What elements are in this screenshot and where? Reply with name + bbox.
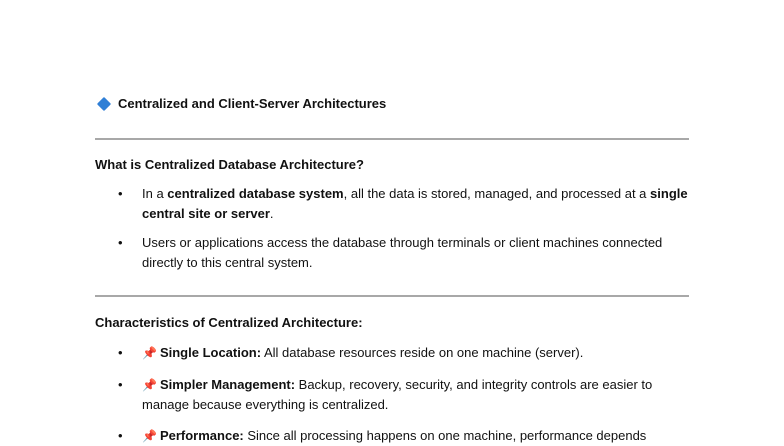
bullet-marker: • — [118, 377, 123, 392]
subheading-characteristics: Characteristics of Centralized Architecture: — [95, 315, 363, 330]
horizontal-divider — [95, 295, 689, 297]
list-item — [142, 184, 690, 224]
horizontal-divider — [95, 138, 689, 140]
bullet-marker: • — [118, 345, 123, 360]
list-item: Users or applications access the database through terminals or client machines connected directly to this central system. — [142, 235, 663, 270]
pushpin-icon: 📌 — [142, 378, 157, 392]
text-run: All database resources reside on one machine (server). — [261, 345, 584, 360]
bullet-marker: • — [118, 235, 123, 250]
bullet-marker: • — [118, 186, 123, 201]
text-run: In a — [142, 186, 168, 201]
text-run: Since all processing happens on one machine, performance depends — [243, 428, 647, 443]
blue-diamond-icon — [97, 96, 111, 110]
text-run: Backup, recovery, security, and integrity controls are easier to manage because everything is centralized. — [142, 377, 653, 412]
list-item — [142, 426, 690, 446]
bold-text: single central site or server — [142, 186, 688, 221]
bold-term: Single Location: — [159, 345, 262, 360]
pushpin-icon: 📌 — [142, 429, 157, 443]
subheading-what-is: What is Centralized Database Architecture? — [95, 157, 364, 172]
section-title: Centralized and Client-Server Architectures — [118, 96, 387, 111]
pushpin-icon: 📌 — [142, 346, 157, 360]
bullet-marker: • — [118, 428, 123, 443]
text-run: , all the data is stored, managed, and processed at a — [343, 186, 651, 201]
section-heading — [97, 96, 386, 111]
text-run: . — [269, 206, 274, 221]
bold-text: centralized database system — [167, 186, 344, 201]
list-item — [142, 343, 690, 363]
bold-term: Performance: — [159, 428, 244, 443]
bold-term: Simpler Management: — [159, 377, 296, 392]
list-item — [142, 375, 690, 415]
